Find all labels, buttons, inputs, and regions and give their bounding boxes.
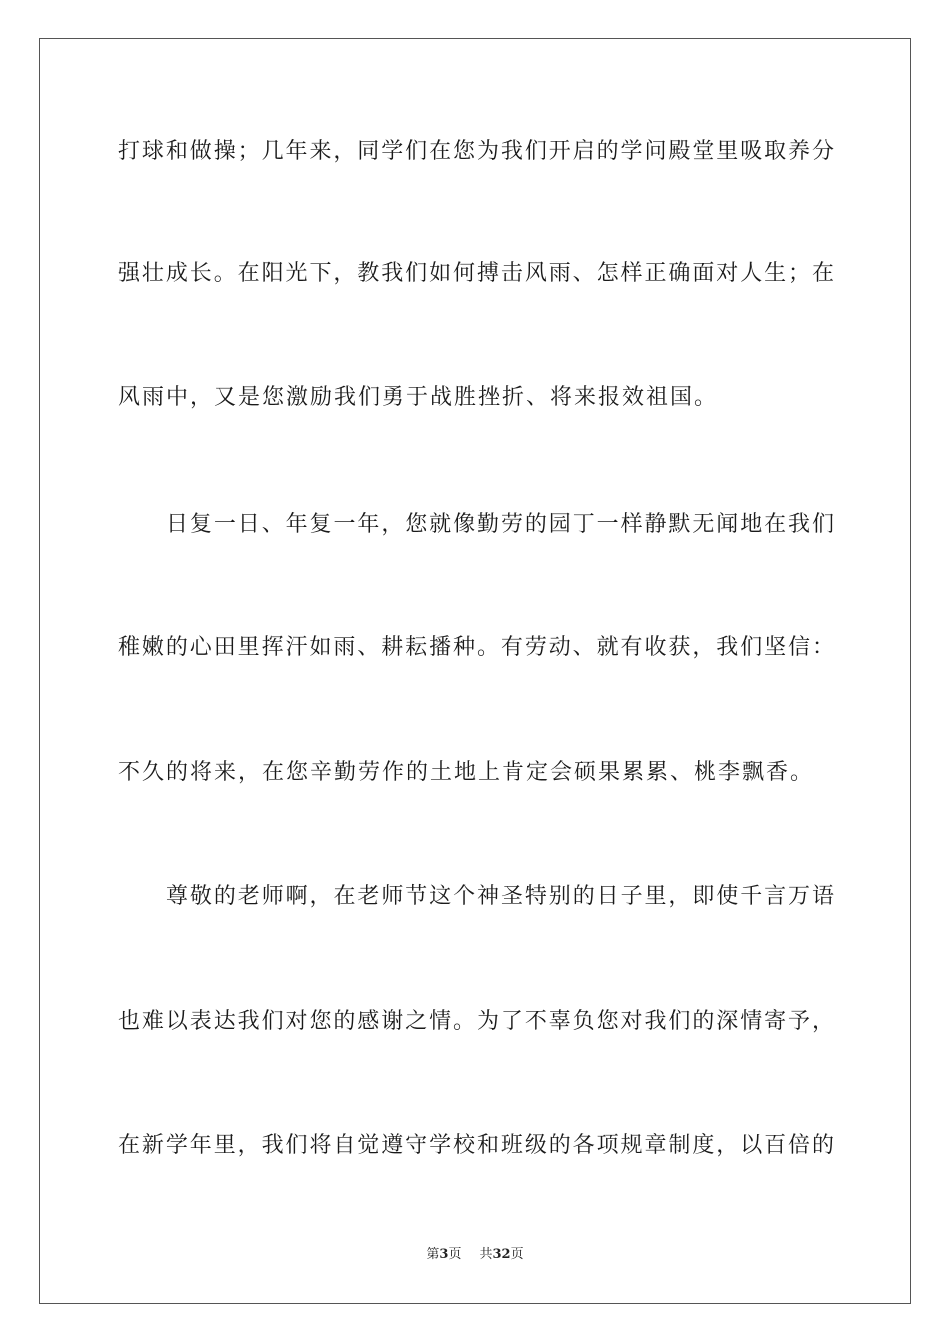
total-label-prefix: 共 [479,1247,493,1262]
body-text-line: 强壮成长。在阳光下，教我们如何搏击风雨、怎样正确面对人生；在 [118,261,834,286]
page-footer [0,1246,950,1264]
paragraph-first-line: 日复一日、年复一年，您就像勤劳的园丁一样静默无闻地在我们 [166,512,834,537]
paragraph-first-line: 尊敬的老师啊，在老师节这个神圣特别的日子里，即使千言万语 [166,884,834,909]
body-text-line: 稚嫩的心田里挥汗如雨、耕耘播种。有劳动、就有收获，我们坚信： [118,635,834,660]
page-border [39,38,911,1304]
body-text-line: 在新学年里，我们将自觉遵守学校和班级的各项规章制度，以百倍的 [118,1133,834,1158]
total-page-count: 32 [492,1247,511,1262]
body-text-line: 不久的将来，在您辛勤劳作的土地上肯定会硕果累累、桃李飘香。 [118,760,815,785]
current-page-number: 3 [439,1247,449,1262]
body-text-line: 也难以表达我们对您的感谢之情。为了不辜负您对我们的深情寄予， [118,1009,834,1034]
body-text-line: 风雨中，又是您激励我们勇于战胜挫折、将来报效祖国。 [118,385,719,410]
page-label-suffix: 页 [448,1247,462,1262]
total-label-suffix: 页 [510,1247,524,1262]
body-text-line: 打球和做操；几年来，同学们在您为我们开启的学问殿堂里吸取养分 [118,139,834,164]
page-label-prefix: 第 [426,1247,440,1262]
